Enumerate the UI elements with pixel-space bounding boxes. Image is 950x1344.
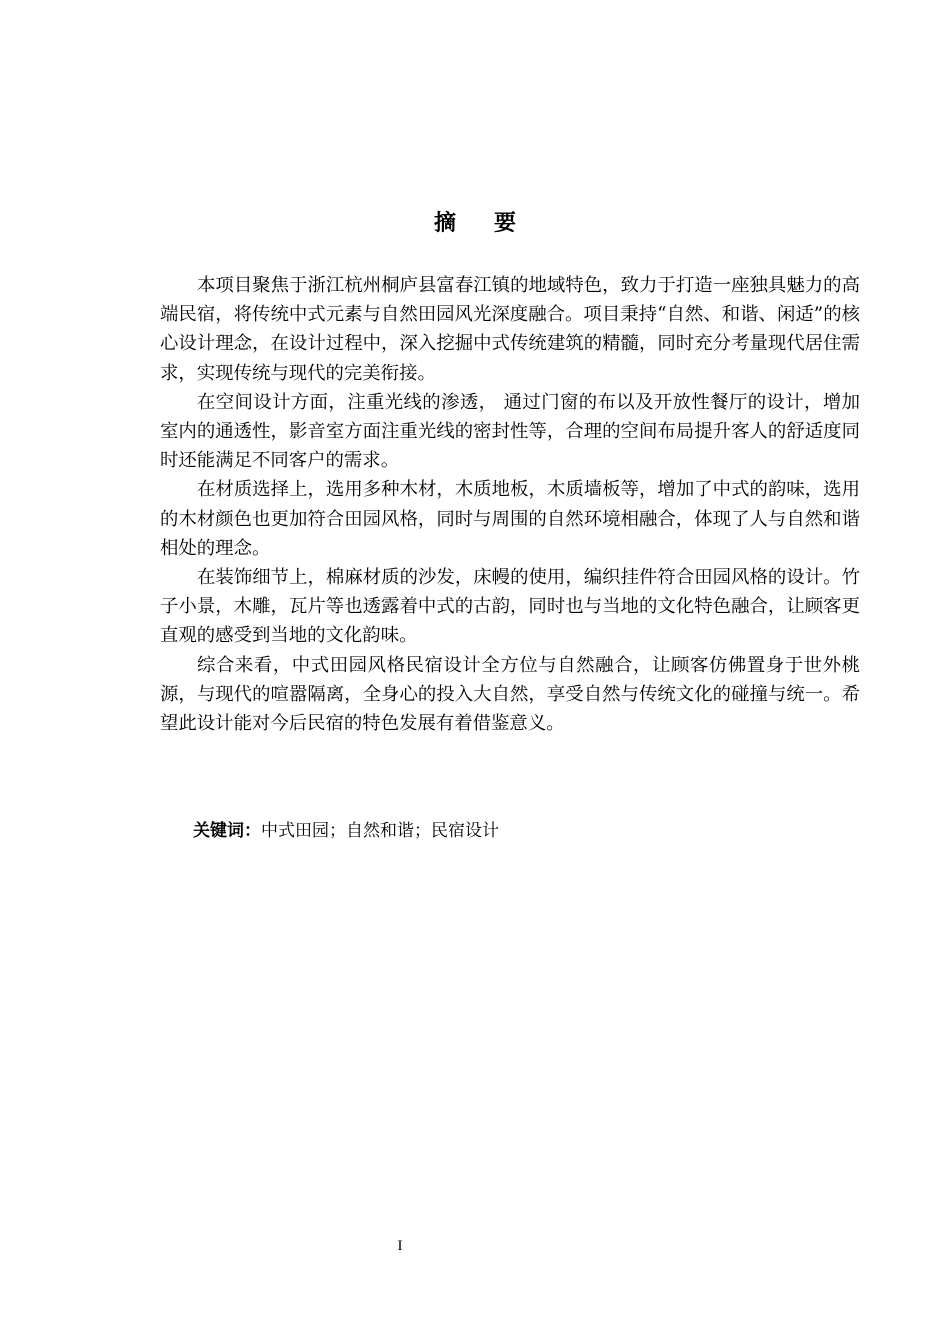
abstract-paragraph-4: 在装饰细节上，棉麻材质的沙发，床幔的使用，编织挂件符合田园风格的设计。竹子小景，木雕，瓦片等也透露着中式的古韵，同时也与当地的文化特色融合，让顾客更直观的感受到当地的文化韵味。 [160,567,860,647]
abstract-paragraph-1: 本项目聚焦于浙江杭州桐庐县富春江镇的地域特色，致力于打造一座独具魅力的高端民宿，将传统中式元素与自然田园风光深度融合。项目秉持“自然、和谐、闲适”的核心设计理念，在设计过程中，深入挖掘中式传统建筑的精髓，同时充分考量现代居住需求，实现传统与现代的完美衔接。 [160,275,860,384]
page-number: I [397,1238,403,1254]
abstract-paragraph-5: 综合来看，中式田园风格民宿设计全方位与自然融合，让顾客仿佛置身于世外桃源，与现代的喧嚣隔离，全身心的投入大自然，享受自然与传统文化的碰撞与统一。希望此设计能对今后民宿的特色发展有着借鉴意义。 [160,654,860,735]
abstract-title [0,206,950,237]
keywords-value: 中式田园；自然和谐；民宿设计 [261,821,499,841]
keywords-label: 关键词： [193,821,261,841]
abstract-title-char-1: 摘 [433,211,456,236]
abstract-paragraph-3: 在材质选择上，选用多种木材，木质地板，木质墙板等，增加了中式的韵味，选用的木材颜色也更加符合田园风格，同时与周围的自然环境相融合，体现了人与自然和谐相处的理念。 [160,479,860,559]
abstract-body [160,271,860,738]
abstract-title-char-2: 要 [494,211,517,236]
abstract-paragraph-2: 在空间设计方面，注重光线的渗透， 通过门窗的布以及开放性餐厅的设计，增加室内的通透性，影音室方面注重光线的密封性等，合理的空间布局提升客人的舒适度同时还能满足不同客户的需求。 [160,391,860,472]
keywords-line [193,818,499,844]
